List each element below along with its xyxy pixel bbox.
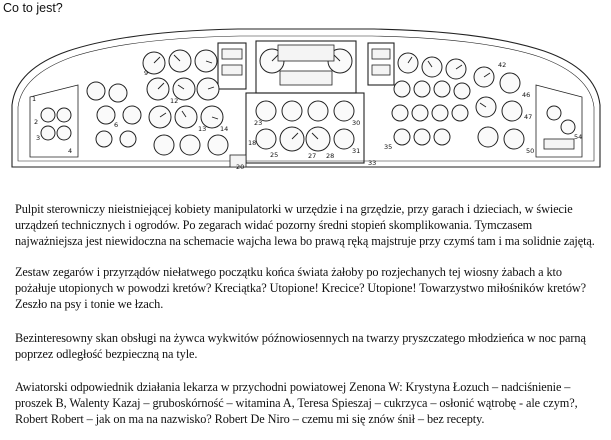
figure-number: 4 bbox=[68, 147, 73, 155]
figure-number: 31 bbox=[352, 147, 361, 155]
figure-number: 23 bbox=[254, 119, 263, 127]
figure-number: 47 bbox=[524, 113, 533, 121]
paragraph: Pulpit sterowniczy nieistniejącej kobiety manipulatorki w urzędzie i na grzędzie, przy garach i dzieciach, w świecie urządzeń technicznych i ogrodów. Po zegarach widać pozorny średni stopień skomplikowania. Tymczasem najważniejsza jest niewidoczna na schemacie wajcha lewa bo prawą ręką majstruje przy czymś tam i ma solidnie zajętą. bbox=[15, 202, 595, 248]
figure-number: 46 bbox=[522, 91, 531, 99]
page-title: Co to jest? bbox=[3, 1, 63, 15]
figure-number: 42 bbox=[498, 61, 507, 69]
figure-number: 1 bbox=[32, 95, 37, 103]
figure-number: 28 bbox=[326, 152, 335, 160]
figure-number: 50 bbox=[526, 147, 535, 155]
figure-number: 14 bbox=[220, 125, 229, 133]
figure-number: 3 bbox=[36, 134, 41, 142]
figure-number: 20 bbox=[236, 163, 245, 171]
figure-number: 25 bbox=[270, 151, 279, 159]
figure-number: 35 bbox=[384, 143, 393, 151]
figure-number: 9 bbox=[144, 69, 149, 77]
paragraph: Zestaw zegarów i przyrządów niełatwego początku końca świata żałoby po rozjechanych tej wiosny żabach a kto pożałuje utopionych w powodzi kretów? Kreciątka? Utopione! Krecice? Utopione! Towarzystwo miłośników kretów? Zeszło na psy i tonie we łzach. bbox=[15, 265, 587, 311]
figure-number: 18 bbox=[248, 139, 257, 147]
figure-number: 2 bbox=[34, 118, 39, 126]
figure-number: 30 bbox=[352, 119, 361, 127]
figure-number: 13 bbox=[198, 125, 207, 133]
paragraph: Awiatorski odpowiednik działania lekarza w przychodni powiatowej Zenona W: Krystyna Łozuch – nadciśnienie – proszek B, Walenty Kazaj – gruboskórność – witamina A, Teresa Spieszaj – cukrzyca – osłonić wątrobę - ale czym?, Robert Robert – jak on ma na nazwisko? Robert De Niro – czemu mi się znów śnił – bez recepty. bbox=[15, 380, 578, 426]
instrument-panel-diagram bbox=[8, 27, 604, 173]
figure-number: 54 bbox=[574, 133, 583, 141]
figure-number: 27 bbox=[308, 152, 317, 160]
paragraph: Bezinteresowny skan obsługi na żywca wykwitów późnowiosennych na twarzy pryszczatego młodzieńca w noc parną poprzez odległość bezpieczną na tyle. bbox=[15, 331, 586, 361]
figure-number: 12 bbox=[170, 97, 179, 105]
figure-number: 33 bbox=[368, 159, 377, 167]
gauge-group bbox=[41, 49, 575, 155]
figure-number: 6 bbox=[114, 121, 119, 129]
